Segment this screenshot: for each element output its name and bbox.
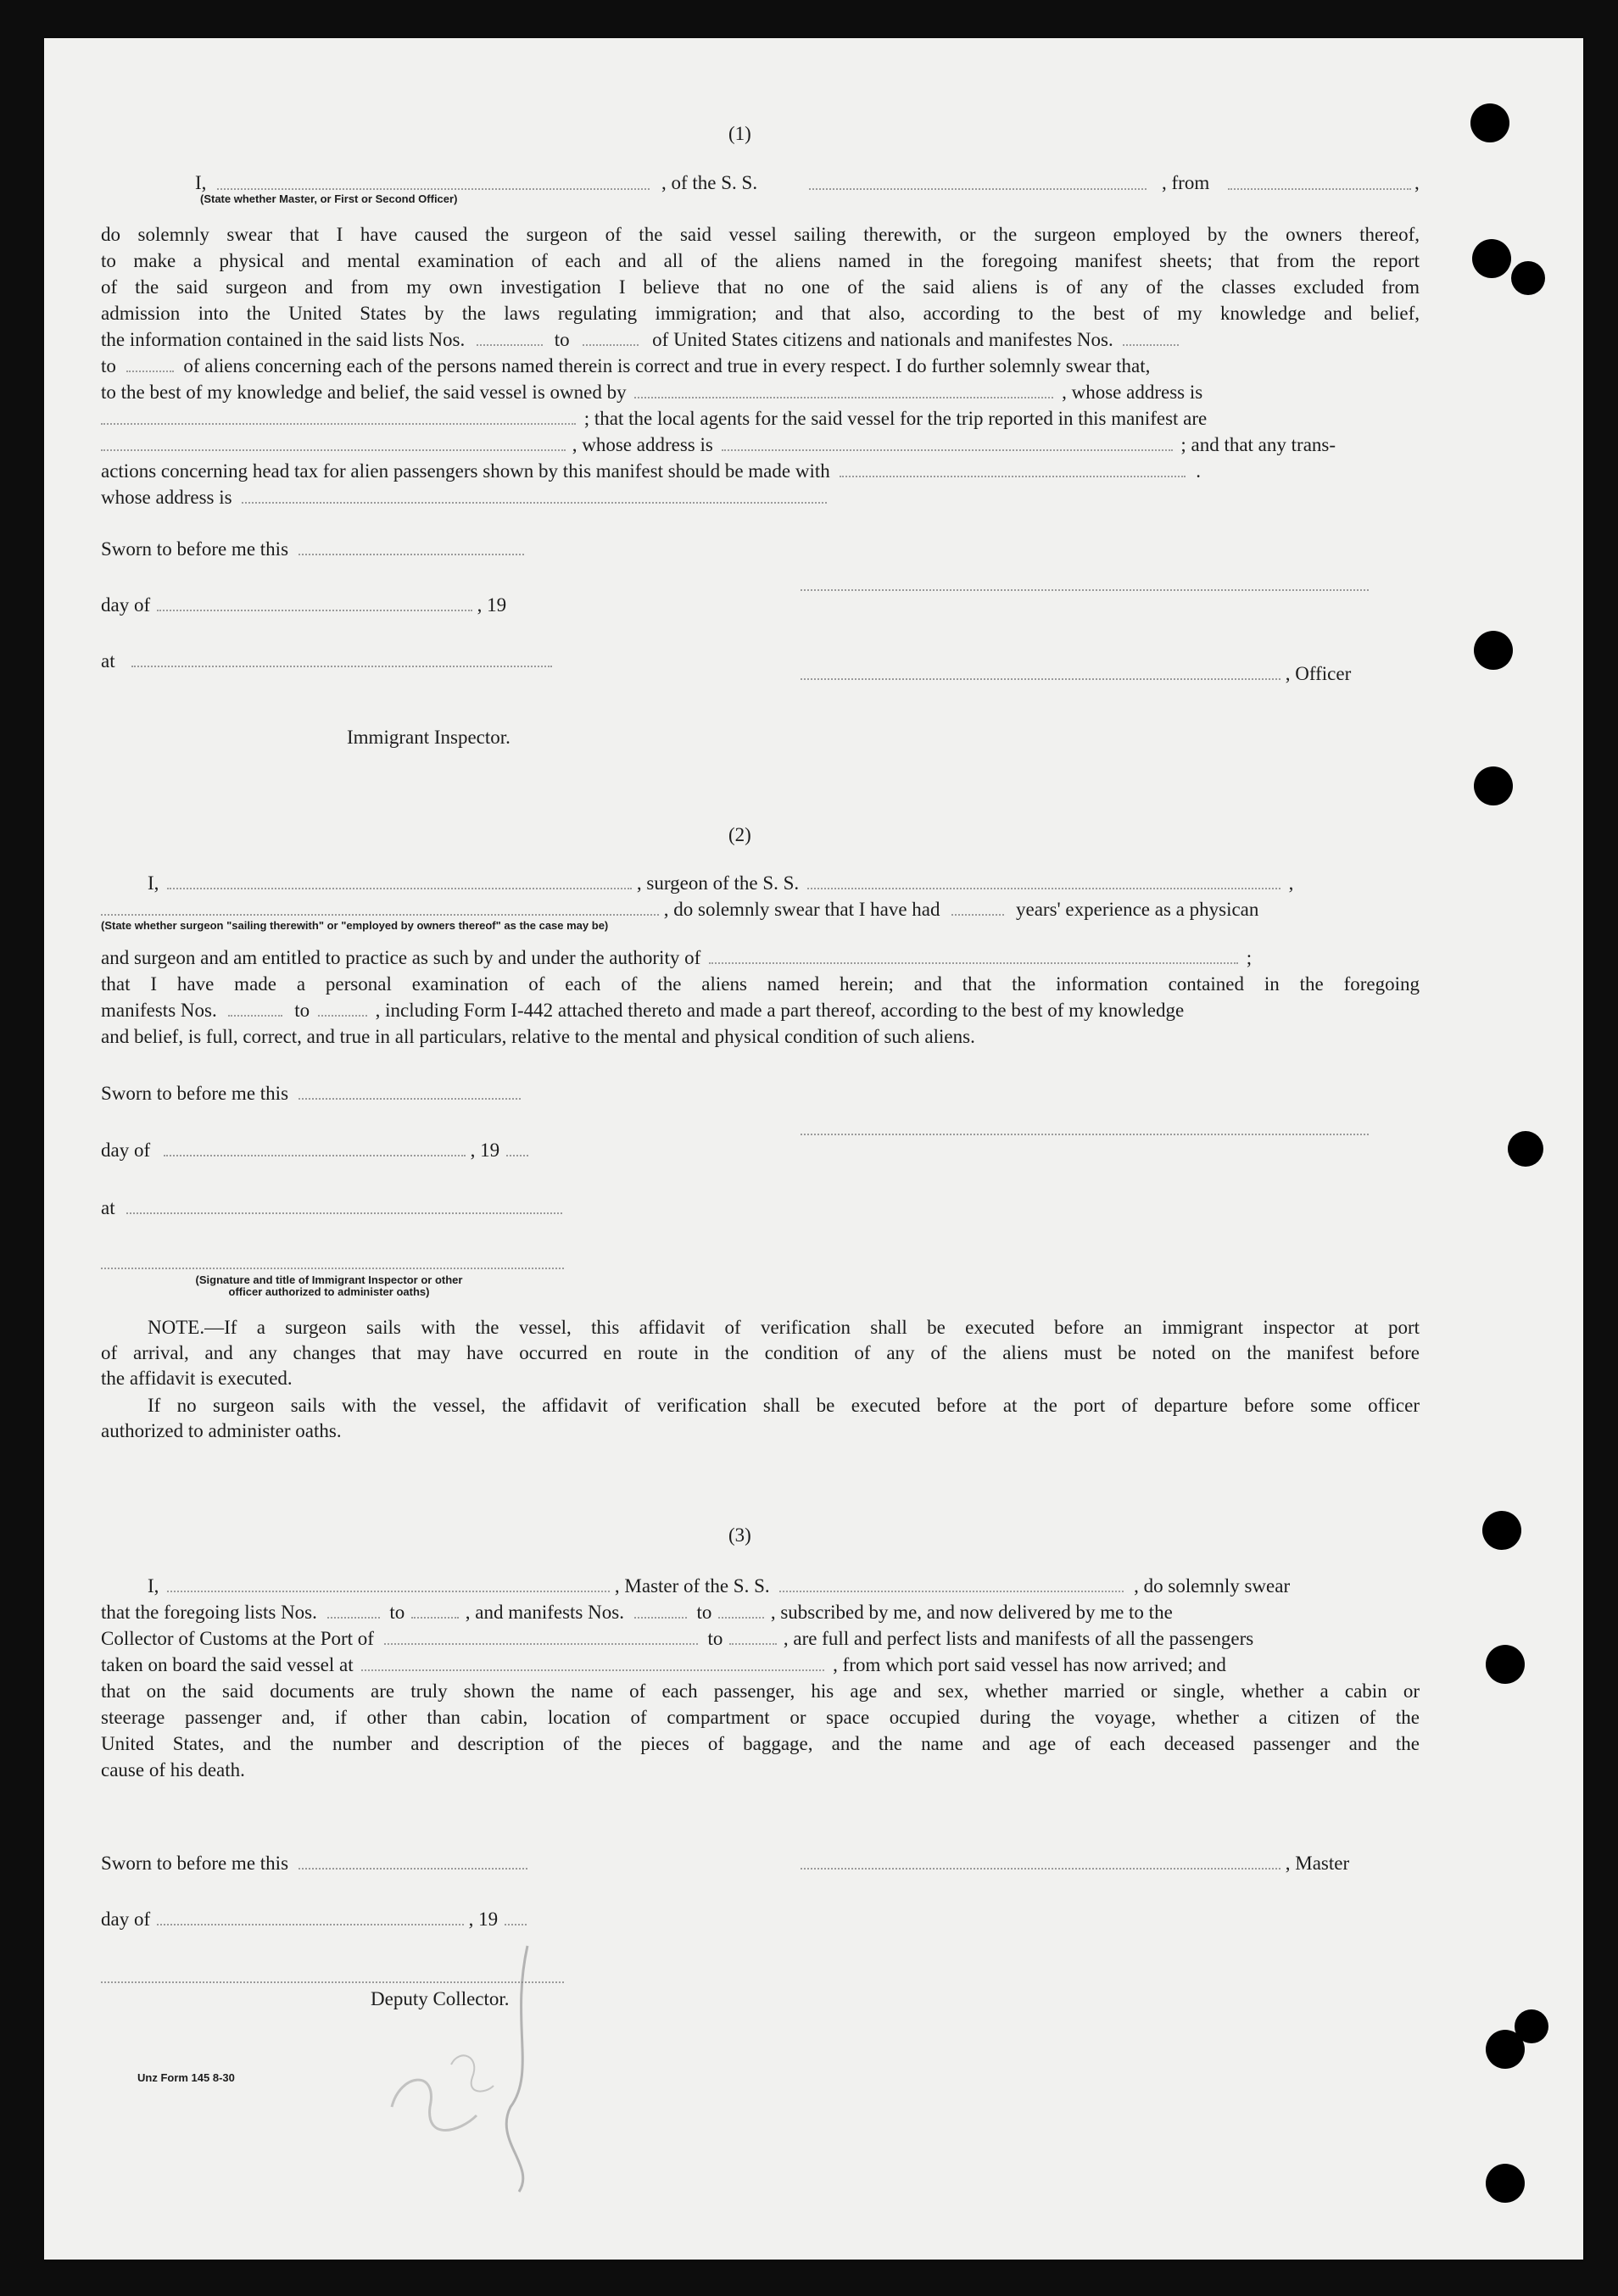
s2-line-3: and surgeon and am entitled to practice as such by and under the authority of ;	[101, 947, 1253, 968]
s2-note-1: NOTE.—If a surgeon sails with the vessel, this affidavit of verification shall be executed before an immigrant inspector at port of arrival, and any changes that may have occurred en route in the condition of any of the aliens must be noted on the manifest before the affidavit is executed.	[101, 1317, 1420, 1389]
s1-line-10: , whose address is ; and that any trans-	[101, 432, 1336, 458]
punch-hole	[1474, 766, 1513, 805]
s2-signature-caption: (Signature and title of Immigrant Inspector or other officer authorized to administer oaths)	[195, 1273, 463, 1298]
s2-sworn-label: Sworn to before me this	[101, 1081, 521, 1105]
punch-hole	[1515, 2009, 1548, 2043]
s3-body-lines: that on the said documents are truly shown the name of each passenger, his age and sex, whether married or single, whether a cabin or steerage passenger and, if other than cabin, location of compartment or space occupied during the voyage, whether a citizen of the United States, and the number and description of the pieces of baggage, and the name and age of each deceased passenger and the cause of his death.	[101, 1680, 1420, 1781]
s1-line-12: whose address is	[101, 484, 827, 510]
punch-hole	[1486, 2164, 1525, 2203]
form-page: (1) I, , of the S. S. , from , (State whether Master, or First or Second Officer) do solemnly swear that I have caused the surgeon of the said vessel sailing therewith, or the surgeon employed by the owners thereof, to make a physical and mental examination of each and all of the aliens named in the foregoing manifest sheets; that from the report of the said surgeon and from my own investigation I believe that no one of the said aliens is of any of the classes excluded from admission into the United States by the laws regulating immigration; and that also, according to the best of my knowledge and belief, the information contained in the said lists Nos. to of United States citizens and nationals and manifestes Nos. to of aliens concerning each of the persons named therein is correct and true in every respect. I do further solemnly swear that, to the best of my knowledge and belief, the said vessel is owned by , whose address is ; that the local agents for the said vessel for the trip reported in this manifest are , whose address is ; and that any trans- actions concerning head tax for alien passengers shown by this manifest should be made with . whose address is Sworn to before me this day of , 19 at , Officer Immigrant Inspector. (2) I, , surgeon of the S. S. , , do solemnly swear that I have had years' experience as a physican (State whether surgeon "sailing therewith" or "employed by owners thereof" as the case may be) and surgeon and am entitled to practice as such by and under the authority of ; that I have made a personal examination of each of the aliens named herein; and that the information contained in the foregoing manifests Nos. to , including Form I-442 attached thereto and made a part thereof, according to the best of my knowledge and belief, is full, correct, and true in all particulars, relative to the mental and physical condition of such aliens. Sworn to before me this day of , 19 at (Signature and title of Immigrant Inspector or other officer authorized to administer oaths) NOTE.—If a surgeon sails with the vessel, this affidavit of verification shall be executed before an immigrant inspector at port of arrival, and any changes that may have occurred en route in the condition of any of the aliens must be noted on the manifest before the affidavit is executed. If no surgeon sails with the vessel, the affidavit of verification shall be executed before at the port of departure before some officer authorized to administer oaths. (3) I, , Master of the S. S. , do solemnly swear that the foregoing lists Nos. to , and manifests Nos. to , subscribed by me, and now delivered by me to the Collector of Customs at the Port of to , are full and perfect lists and manifests of all the passengers taken on board the said vessel at , from which port said vessel has now arrived; and that on the said documents are truly shown the name of each passenger, his age and sex, whether married or single, whether a cabin or steerage passenger and, if other than cabin, location of compartment or space occupied during the voyage, whether a citizen of the United States, and the number and description of the pieces of baggage, and the name and age of each deceased passenger and the cause of his death. Sworn to before me this , Master day of , 19 Deputy Collector. Unz Form 145 8-30	[44, 38, 1583, 2260]
section-3-number: (3)	[728, 1524, 751, 1546]
s2-line-5: manifests Nos. to , including Form I-442 attached thereto and made a part thereof, according to the best of my knowledge	[101, 1000, 1185, 1021]
s3-line-1: I, , Master of the S. S. , do solemnly swear	[148, 1575, 1291, 1597]
punch-hole	[1486, 1645, 1525, 1684]
s2-line-4: that I have made a personal examination of each of the aliens named herein; and that the information contained in the foregoing	[101, 973, 1420, 995]
s3-line-3: Collector of Customs at the Port of to , are full and perfect lists and manifests of all the passengers	[101, 1628, 1254, 1649]
s1-signature-line-1	[801, 588, 1369, 591]
s1-line-11: actions concerning head tax for alien passengers shown by this manifest should be made with .	[101, 460, 1201, 482]
punch-hole	[1482, 1511, 1521, 1550]
s2-surgeon-caption: (State whether surgeon "sailing therewith" or "employed by owners thereof" as the case may be)	[101, 919, 609, 932]
s1-line-7: to of aliens concerning each of the persons named therein is correct and true in every respect. I do further solemnly swear that,	[101, 355, 1151, 376]
s1-line-9: ; that the local agents for the said vessel for the trip reported in this manifest are	[101, 405, 1207, 432]
s3-deputy-collector: Deputy Collector.	[371, 1988, 510, 2009]
form-number: Unz Form 145 8-30	[137, 2071, 235, 2084]
s1-day-label: day of , 19	[101, 594, 507, 616]
s1-body-lines: do solemnly swear that I have caused the surgeon of the said vessel sailing therewith, or the surgeon employed by the owners thereof, to make a physical and mental examination of each and all of the aliens named in the foregoing manifest sheets; that from the report of the said surgeon and from my own investigation I believe that no one of the said aliens is of any of the classes excluded from admission into the United States by the laws regulating immigration; and that also, according to the best of my knowledge and belief,	[101, 224, 1420, 324]
punch-hole	[1474, 631, 1513, 670]
punch-hole	[1470, 103, 1509, 142]
s3-line-4: taken on board the said vessel at , from which port said vessel has now arrived; and	[101, 1654, 1226, 1675]
s2-inspector-signature-line	[101, 1266, 564, 1269]
s2-line-2: , do solemnly swear that I have had years' experience as a physican	[101, 897, 1258, 921]
s2-at-label: at	[101, 1195, 562, 1219]
s2-signature-line	[801, 1132, 1369, 1135]
punch-hole	[1511, 261, 1545, 295]
section-2-number: (2)	[728, 824, 751, 845]
s1-officer-line: , Officer	[801, 661, 1351, 685]
s1-immigrant-inspector: Immigrant Inspector.	[347, 727, 511, 748]
s3-line-2: that the foregoing lists Nos. to , and manifests Nos. to , subscribed by me, and now delivered by me to the	[101, 1602, 1173, 1623]
punch-hole	[1508, 1131, 1543, 1167]
s1-line-6: the information contained in the said lists Nos. to of United States citizens and nationals and manifestes Nos.	[101, 326, 1420, 353]
s3-sworn-label: Sworn to before me this	[101, 1851, 527, 1875]
s2-line-1: I, , surgeon of the S. S. ,	[148, 872, 1294, 894]
s2-note-2: If no surgeon sails with the vessel, the affidavit of verification shall be executed before at the port of departure before some officer authorized to administer oaths.	[101, 1395, 1420, 1441]
s3-master-line: , Master	[801, 1851, 1349, 1875]
s2-day-label: day of , 19	[101, 1138, 528, 1162]
s1-sworn-label: Sworn to before me this	[101, 537, 524, 560]
pencil-scribble	[256, 1886, 612, 2209]
s1-at-label: at	[101, 649, 552, 672]
s1-officer-caption: (State whether Master, or First or Second Officer)	[200, 192, 458, 205]
section-1-number: (1)	[728, 123, 751, 144]
s1-line-8: to the best of my knowledge and belief, the said vessel is owned by , whose address is	[101, 382, 1203, 403]
s2-line-6: and belief, is full, correct, and true in all particulars, relative to the mental and physical condition of such aliens.	[101, 1026, 975, 1047]
s3-day-label: day of , 19	[101, 1907, 527, 1931]
punch-hole	[1472, 239, 1511, 278]
